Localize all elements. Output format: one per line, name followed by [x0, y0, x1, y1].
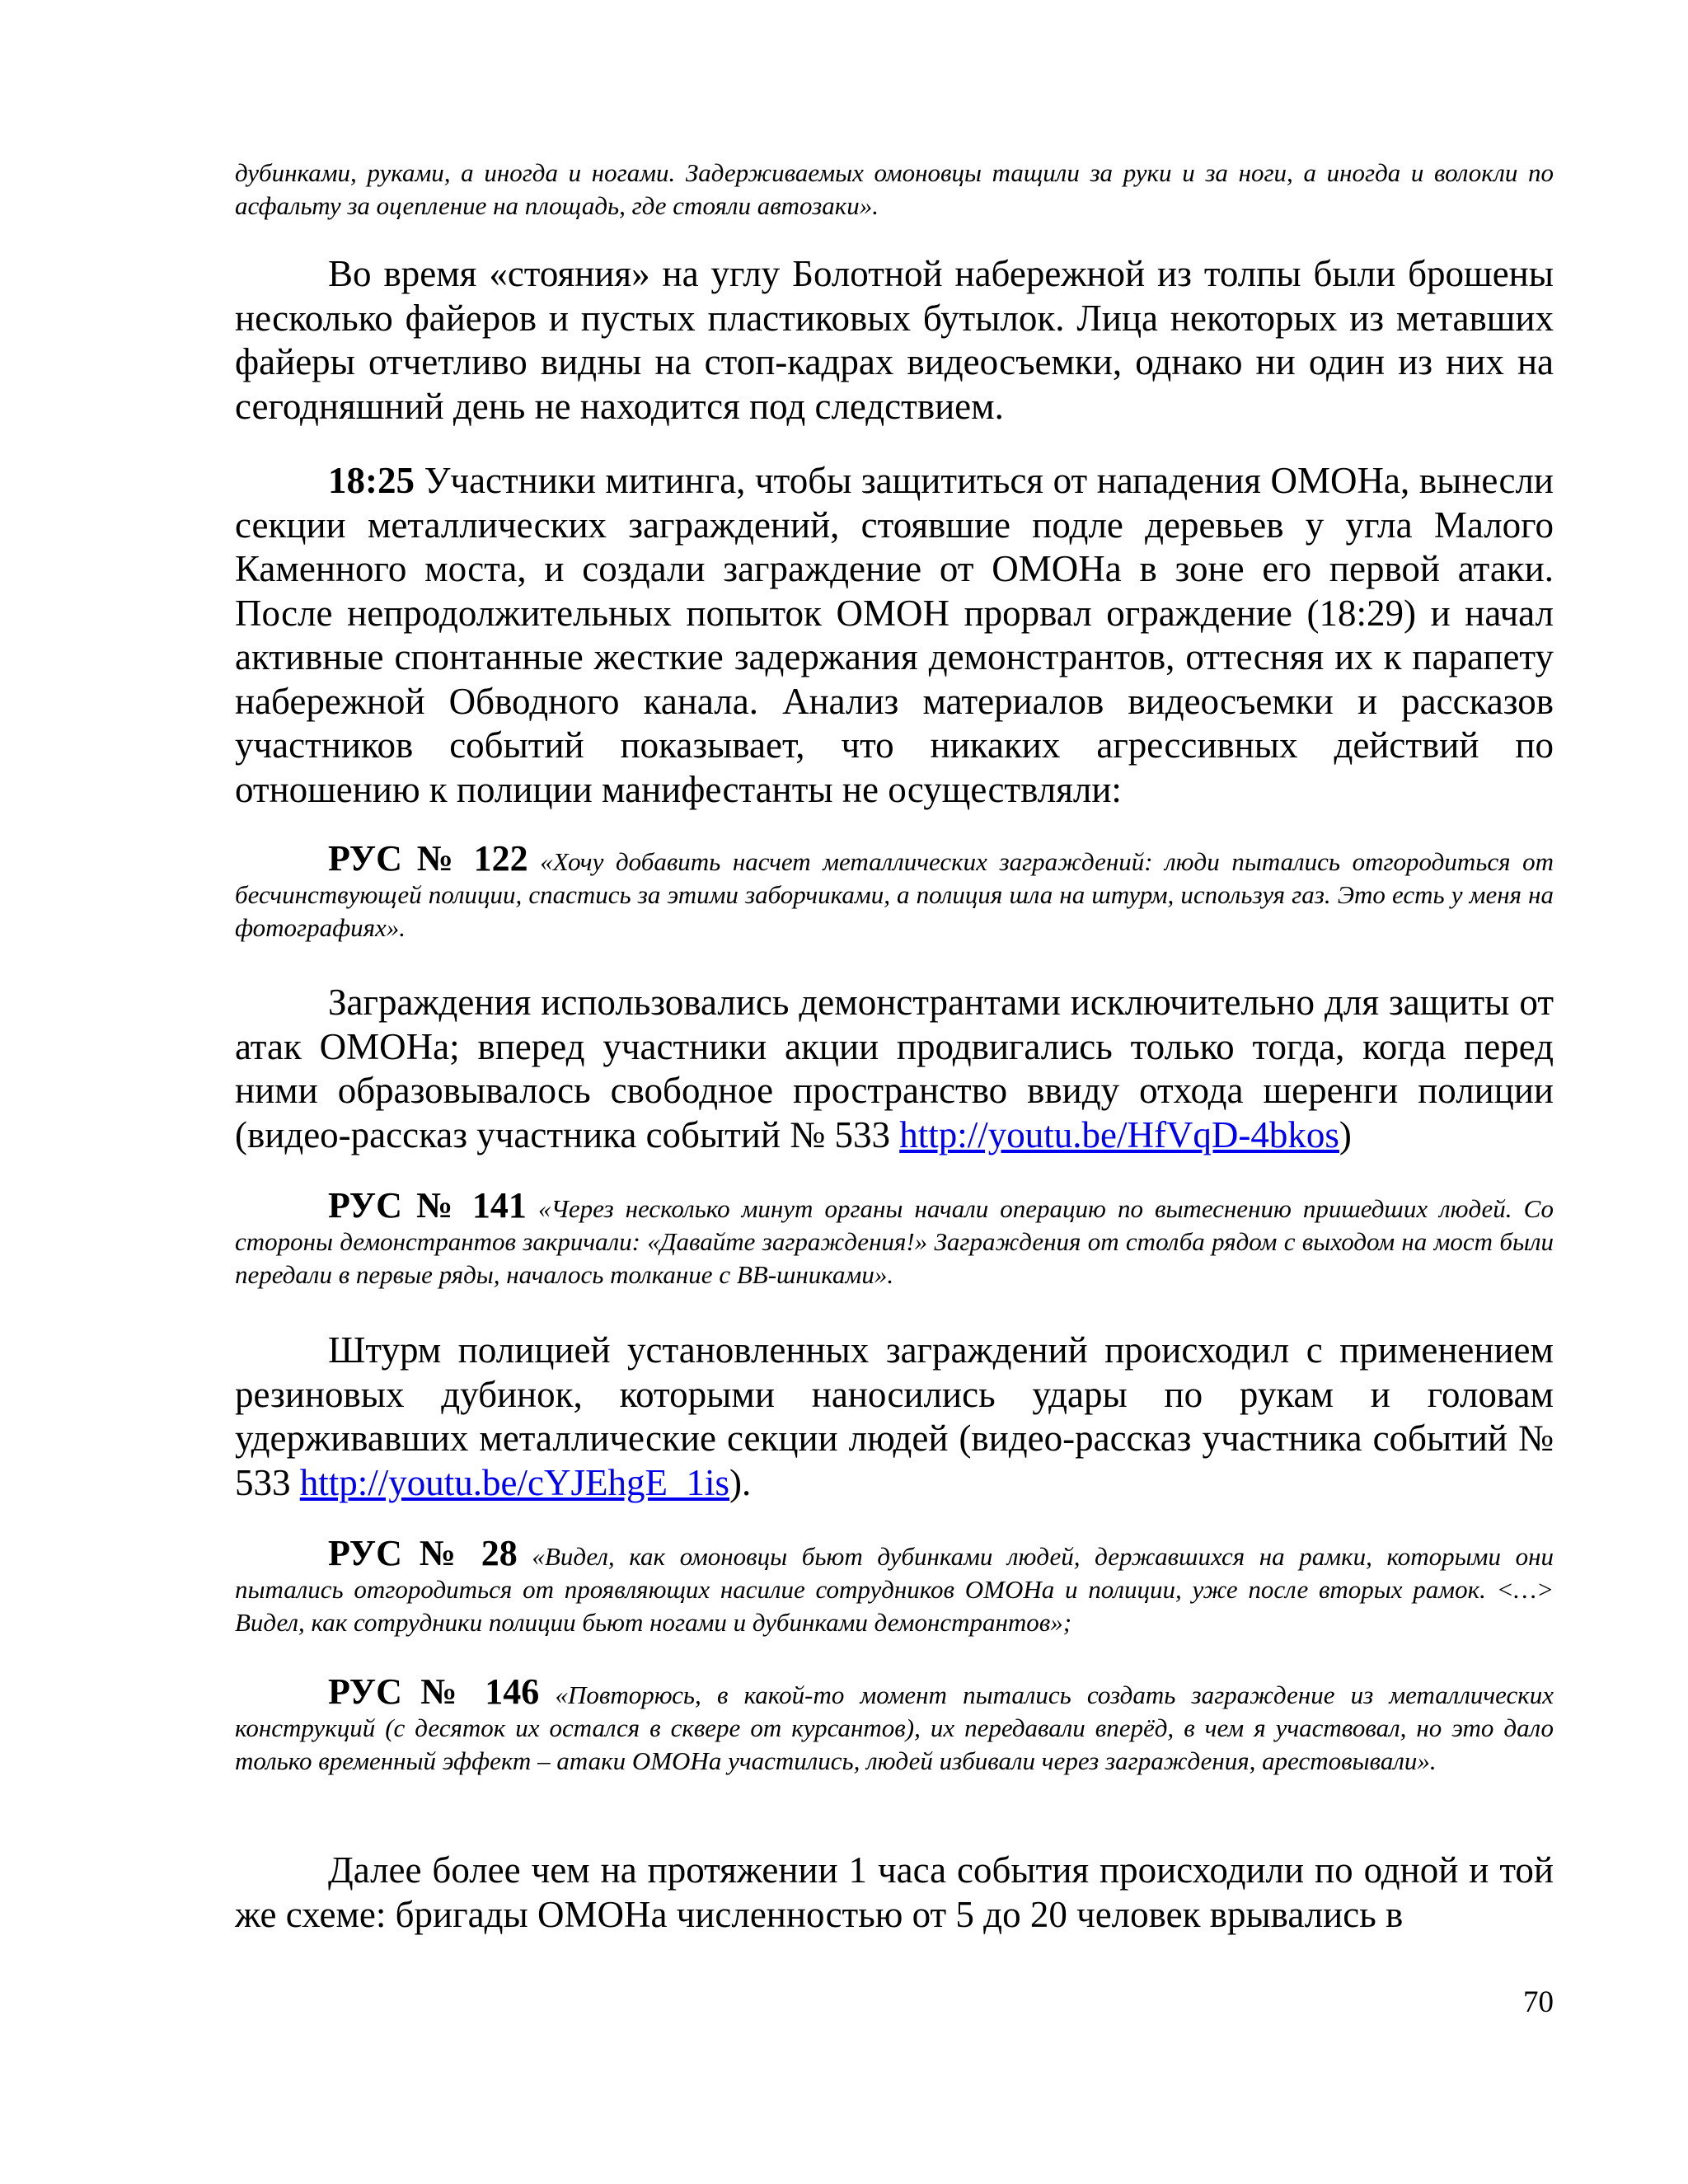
paragraph-3-after: )	[1339, 1113, 1352, 1155]
paragraph-2	[235, 459, 1554, 812]
paragraph-4	[235, 1329, 1554, 1505]
paragraph-1	[235, 252, 1554, 429]
quote-rus-146-label: РУС № 146	[328, 1671, 540, 1712]
quote-rus-122-label: РУС № 122	[328, 838, 528, 879]
video-link-hfvqd[interactable]: http://youtu.be/HfVqD-4bkos	[899, 1113, 1339, 1155]
quote-rus-141-label: РУС № 141	[328, 1185, 527, 1226]
quote-rus-146	[235, 1671, 1554, 1778]
quote-rus-122-text: «Хочу добавить насчет металлических заграждений: люди пытались отгородиться от бесчинствующей полиции, спастись за этими заборчиками, а полиция шла на штурм, используя газ. Это есть у меня на фотографиях».	[235, 847, 1554, 942]
paragraph-5	[235, 1849, 1554, 1937]
video-link-cyjehge[interactable]: http://youtu.be/cYJEhgE_1is	[299, 1461, 729, 1503]
quote-rus-146-text: «Повторюсь, в какой-то момент пытались создать заграждение из металлических конструкций (с десяток их остался в сквере от курсантов), их передавали вперёд, в чем я участвовал, но это дало только временный эффект – атаки ОМОНа участились, людей избивали через заграждения, арестовывали».	[235, 1680, 1554, 1775]
paragraph-1-text: Во время «стояния» на углу Болотной набережной из толпы были брошены несколько файеров и пустых пластиковых бутылок. Лица некоторых из метавших файеры отчетливо видны на стоп-кадрах видеосъемки, однако ни один из них на сегодняшний день не находится под следствием.	[235, 253, 1554, 427]
quote-rus-122	[235, 838, 1554, 944]
time-marker: 18:25	[328, 460, 415, 501]
quote-continuation-text: дубинками, руками, а иногда и ногами. Задерживаемых омоновцы тащили за руки и за ноги, а иногда и волокли по асфальту за оцепление на площадь, где стояли автозаки».	[235, 158, 1554, 220]
quote-rus-28	[235, 1533, 1554, 1639]
quote-continuation	[235, 157, 1554, 223]
paragraph-3-text: Заграждения использовались демонстрантами исключительно для защиты от атак ОМОНа; вперед участники акции продвигались только тогда, когда перед ними образовывалось свободное пространство ввиду отхода шеренги полиции (видео-рассказ участника событий № 533	[235, 982, 1554, 1155]
paragraph-4-text: Штурм полицией установленных заграждений происходил с применением резиновых дубинок, которыми наносились удары по рукам и головам удерживавших металлические секции людей (видео-рассказ участника событий № 533	[235, 1329, 1554, 1503]
paragraph-2-text: Участники митинга, чтобы защититься от нападения ОМОНа, вынесли секции металлических заграждений, стоявшие подле деревьев у угла Малого Каменного моста, и создали заграждение от ОМОНа в зоне его первой атаки. После непродолжительных попыток ОМОН прорвал ограждение (18:29) и начал активные спонтанные жесткие задержания демонстрантов, оттесняя их к парапету набережной Обводного канала. Анализ материалов видеосъемки и рассказов участников событий показывает, что никаких агрессивных действий по отношению к полиции манифестанты не осуществляли:	[235, 460, 1554, 810]
paragraph-4-after: ).	[729, 1461, 752, 1503]
quote-rus-141	[235, 1185, 1554, 1291]
quote-rus-141-text: «Через несколько минут органы начали операцию по вытеснению пришедших людей. Со стороны демонстрантов закричали: «Давайте заграждения!» Заграждения от столба рядом с выходом на мост были передали в первые ряды, началось толкание с ВВ-шниками».	[235, 1194, 1554, 1289]
page-number: 70	[1523, 1985, 1554, 2019]
quote-rus-28-label: РУС № 28	[328, 1533, 518, 1573]
paragraph-5-text: Далее более чем на протяжении 1 часа события происходили по одной и той же схеме: бригады ОМОНа численностью от 5 до 20 человек врывались в	[235, 1849, 1554, 1935]
quote-rus-28-text: «Видел, как омоновцы бьют дубинками людей, державшихся на рамки, которыми они пытались отгородиться от проявляющих насилие сотрудников ОМОНа и полиции, уже после вторых рамок. <…> Видел, как сотрудники полиции бьют ногами и дубинками демонстрантов»;	[235, 1542, 1554, 1637]
paragraph-3	[235, 981, 1554, 1157]
